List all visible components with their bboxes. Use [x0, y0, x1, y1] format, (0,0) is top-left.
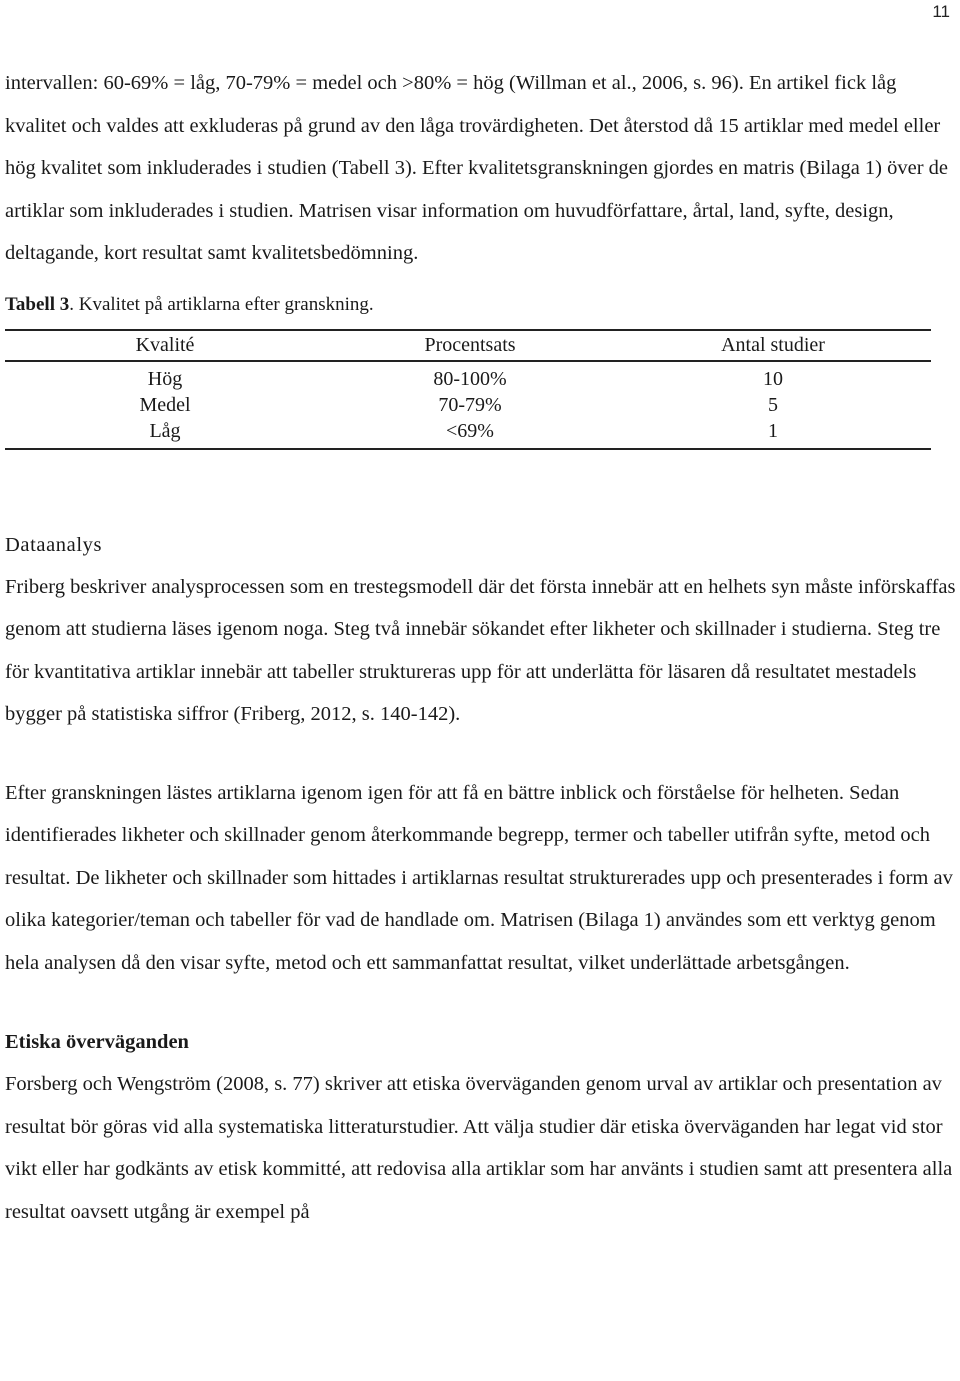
table-caption: [5, 293, 957, 317]
table-cell: 5: [768, 393, 778, 416]
page-number: 11: [932, 2, 950, 21]
table-row: [5, 392, 931, 418]
table-caption-text: . Kvalitet på artiklarna efter granskning.: [69, 293, 374, 315]
column-header-antal-studier: Antal studier: [615, 330, 931, 361]
table-cell: Medel: [139, 393, 191, 416]
table-cell: 80-100%: [433, 367, 507, 390]
section-heading-etiska-overvaganden: Etiska överväganden: [5, 1031, 189, 1053]
column-header-kvalite: Kvalité: [5, 330, 325, 361]
table-cell: 10: [763, 367, 783, 390]
table-cell: <69%: [325, 418, 615, 449]
dataanalys-paragraph-2: Efter granskningen lästes artiklarna igenom igen för att få en bättre inblick och förståelse för helheten. Sedan identifierades likheter och skillnader genom återkommande begrepp, termer och tabeller utifrån syfte, metod och resultat. De likheter och skillnader som hittades i artiklarnas resultat strukturerades upp och presenterades i form av olika kategorier/teman och tabeller för vad de handlade om. Matrisen (Bilaga 1) användes som ett verktyg genom hela analysen då den visar syfte, metod och ett sammanfattat resultat, vilket underlättade arbetsgången.: [5, 781, 953, 974]
table-caption-label: Tabell 3: [5, 293, 70, 315]
table-header-row: [5, 330, 931, 361]
table-row: [5, 361, 931, 392]
table-row: [5, 418, 931, 449]
etik-paragraph-1: Forsberg och Wengström (2008, s. 77) skriver att etiska överväganden genom urval av artiklar och presentation av resultat bör göras vid alla systematiska litteraturstudier. Att välja studier där etiska överväganden har legat vid stor vikt eller har godkänts av etisk kommitté, att redovisa alla artiklar som har använts i studien samt att presentera alla resultat oavsett utgång är exempel på: [5, 1073, 953, 1223]
table-cell: 1: [615, 418, 931, 449]
dataanalys-paragraph-1: Friberg beskriver analysprocessen som en trestegsmodell där det första innebär att en helhets syn måste införskaffas genom att studierna läses igenom noga. Steg två innebär sökandet efter likheter och skillnader i studierna. Steg tre för kvantitativa artiklar innebär att tabeller struktureras upp för att underlätta för läsaren då resultatet mestadels bygger på statistiska siffror (Friberg, 2012, s. 140-142).: [5, 575, 956, 725]
document-body: [5, 62, 957, 1233]
table-cell: Låg: [5, 418, 325, 449]
table-cell: Hög: [147, 367, 183, 390]
intro-paragraph: intervallen: 60-69% = låg, 70-79% = medel och >80% = hög (Willman et al., 2006, s. 96). En artikel fick låg kvalitet och valdes att exkluderas på grund av den låga trovärdigheten. Det återstod då 15 artiklar med medel eller hög kvalitet som inkluderades i studien (Tabell 3). Efter kvalitetsgranskningen gjordes en matris (Bilaga 1) över de artiklar som inkluderades i studien. Matrisen visar information om huvudförfattare, årtal, land, syfte, design, deltagande, kort resultat samt kvalitetsbedömning.: [5, 72, 949, 264]
table-cell: 70-79%: [438, 393, 502, 416]
column-header-procentsats: Procentsats: [325, 330, 615, 361]
quality-table: [5, 329, 931, 450]
section-heading-dataanalys: Dataanalys: [5, 533, 103, 556]
